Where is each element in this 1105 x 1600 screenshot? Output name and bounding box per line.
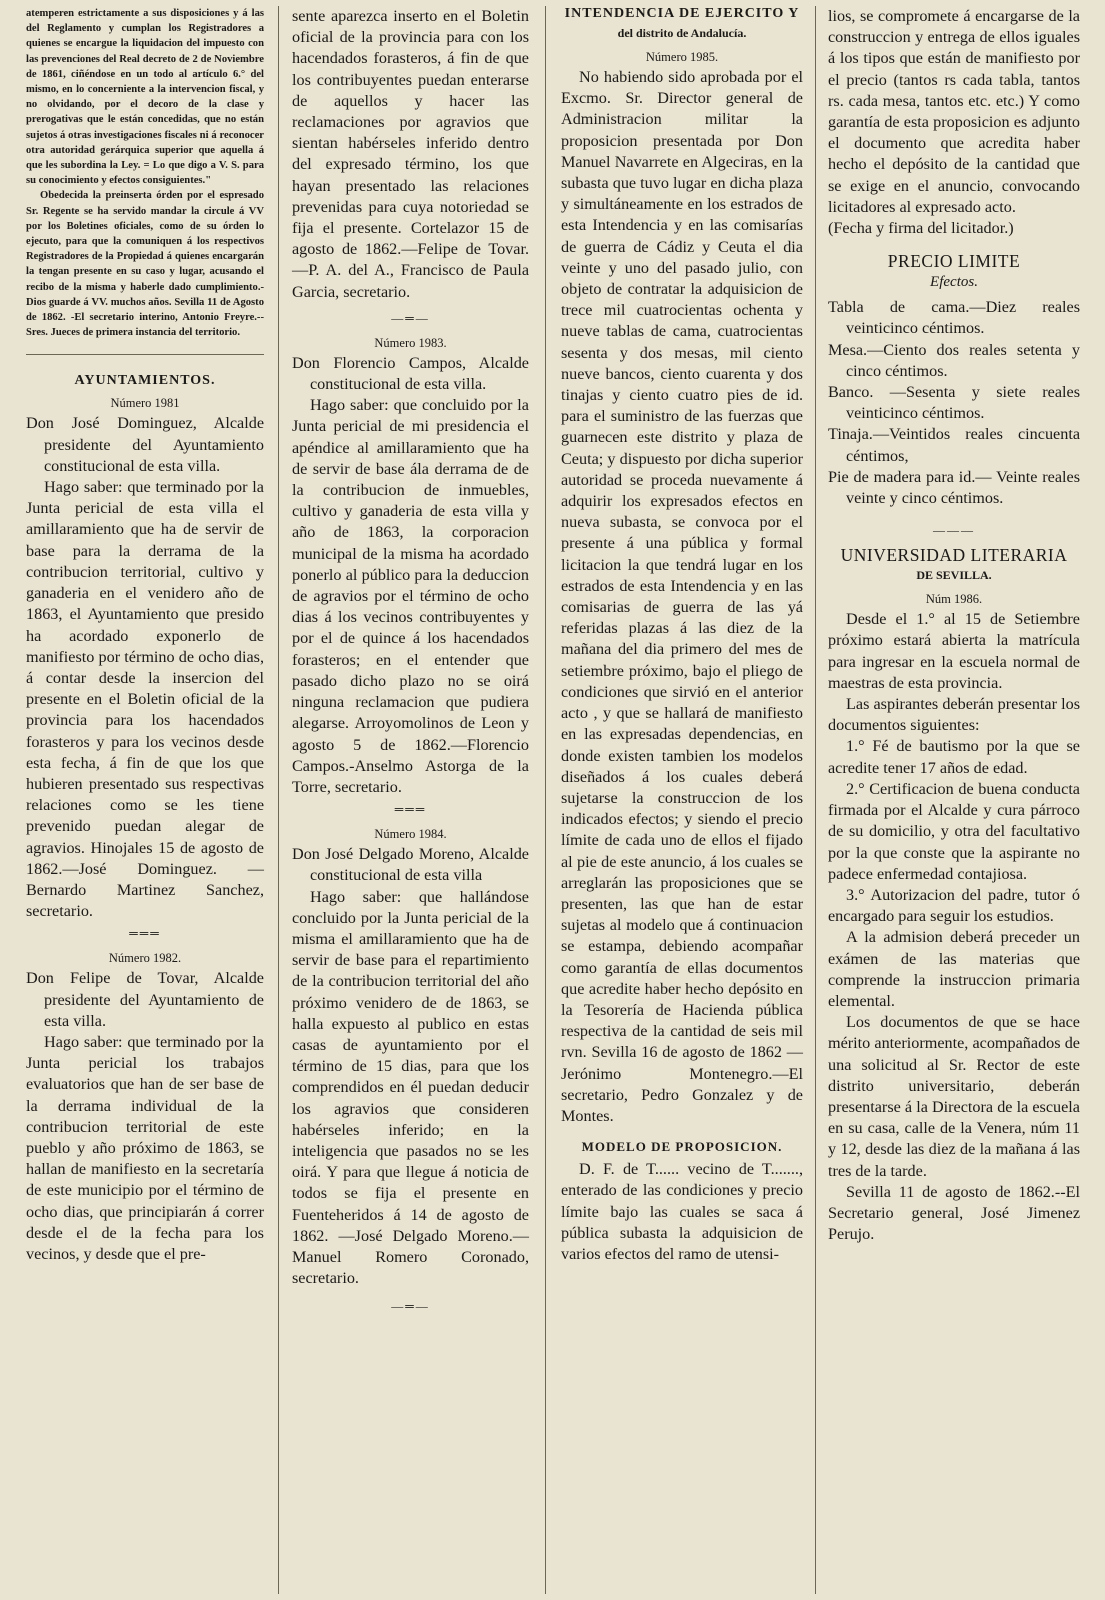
notice-body: Los documentos de que se hace mérito anteriormente, acompañados de una solicitud al Sr. Rector de este distrito universitario, deberán presentarse á la Directora de la escuela en su casa, calle de la Venera, núm 11 y 12, desde las diez de la mañana á las tres de la tarde. bbox=[828, 1013, 1080, 1180]
notice-number: Núm 1986. bbox=[925, 592, 983, 607]
notice-number: Número 1983. bbox=[374, 335, 447, 350]
notice-body: Desde el 1.° al 15 de Setiembre próximo estará abierta la matrícula para ingresar en la escuela normal de maestras de esta provincia. bbox=[828, 610, 1080, 692]
circular-text-2: Obedecida la preinserta órden por el espresado Sr. Regente se ha servido mandar la circule á VV por los Boletines oficiales, como de su órden lo ejecuto, para que la comuniquen á los respectivos Registradores de la Propiedad á quienes encargarán la tengan presente en su caso y lugar, acusando el recibo de la misma y haberle dado cumplimiento.-Dios guarde á VV. muchos años. Sevilla 11 de Agosto de 1862. -El secretario interino, Antonio Freyre.--Sres. Jueces de primera instancia del territorio. bbox=[26, 190, 264, 339]
effects-subheading: Efectos. bbox=[930, 274, 978, 291]
model-body: D. F. de T...... vecino de T......., enterado de las condiciones y precio límite bajo las cuales se saca á pública subasta la adquisicion de varios efectos del ramo de utensi- bbox=[561, 1160, 803, 1263]
model-continuation: lios, se compromete á encargarse de la construccion y entrega de ellos iguales á los tipos que están de manifiesto por el precio (tantos rs cada tabla, tantos rs. cada mesa, tantos etc. etc.) Y como garantía de esta proposicion es adjunto el documento que acredita haber hecho el depósito de la cantidad que se exige en el anuncio, convocando licitadores al expresado acto. bbox=[828, 7, 1080, 216]
section-heading-intendencia: INTENDENCIA DE EJERCITO Y bbox=[564, 6, 800, 21]
notice-body: sente aparezca inserto en el Boletin oficial de la provincia para con los hacendados forasteros, á fin de que los contribuyentes puedan enterarse de aquellos y hacer las reclamaciones por agravios que sientan habérseles inferido dentro del expresado término, los que hayan presentado las relaciones prevenidas para cuya notoriedad se fija el presente. Cortelazor 15 de agosto de 1862.—Felipe de Tovar.—P. A. del A., Francisco de Paula Garcia, secretario. bbox=[292, 7, 529, 301]
column-rule bbox=[815, 6, 816, 1594]
notice-heading: Don Florencio Campos, Alcalde constitucional de esta villa. bbox=[292, 353, 529, 394]
price-item: Banco. —Sesenta y siete reales veinticinco céntimos. bbox=[828, 383, 1080, 423]
circular-text: atemperen estrictamente a sus disposiciones y á las del Reglamento y cumplan los Registradores a quienes se encargue la liquidacion del impuesto con las prevenciones del Real decreto de 2 de Noviembre de 1861, ciñéndose en un todo al artículo 6.° del mismo, en lo concerniente a la intervencion fiscal, y no olvidando, por el decoro de la clase y prerogativas que le están concedidas, que no están sujetos á otras investigaciones fiscales ni á reconocer otra autoridad gerárquica superior que aquella á que les subordina la Ley. = Lo que digo a V. S. para su conocimiento y efectos consiguientes." bbox=[26, 8, 264, 187]
notice-number: Número 1981 bbox=[110, 396, 180, 411]
requirement-item: 3.° Autorizacion del padre, tutor ó encargado para seguir los estudios. bbox=[828, 885, 1080, 926]
notice-number: Número 1985. bbox=[645, 50, 719, 64]
notice-heading: Don Felipe de Tovar, Alcalde presidente del Ayuntamiento de esta villa. bbox=[26, 969, 264, 1030]
notice-separator: —═— bbox=[391, 310, 430, 325]
notice-signature: Sevilla 11 de agosto de 1862.--El Secretario general, José Jimenez Perujo. bbox=[828, 1182, 1080, 1244]
notice-separator: ——— bbox=[933, 523, 975, 538]
price-item: Tabla de cama.—Diez reales veinticinco céntimos. bbox=[828, 298, 1080, 338]
university-heading: UNIVERSIDAD LITERARIA bbox=[840, 545, 1068, 566]
notice-body: Hago saber: que hallándose concluido por la Junta pericial de la misma el amillaramiento que ha de servir de base para el repartimiento de la contribucion territorial del año próximo venidero de de 1863, se halla expuesto al publico en estas casas de ayuntamiento por el término de 15 dias, para que los comprendidos en él puedan deducir los agravios que consideren habérseles inferido; en la inteligencia que pasados no se les oirá. Y para que llegue á noticia de todos se fija el presente en Fuenteheridos á 14 de agosto de 1862. —José Delgado Moreno.— Manuel Romero Coronado, secretario. bbox=[292, 887, 529, 1288]
section-subheading: del distrito de Andalucía. bbox=[617, 26, 747, 40]
model-heading: MODELO DE PROPOSICION. bbox=[581, 1139, 783, 1155]
notice-heading: Don José Delgado Moreno, Alcalde constitucional de esta villa bbox=[292, 845, 529, 885]
notice-heading: Don José Dominguez, Alcalde presidente del Ayuntamiento constitucional de esta villa. bbox=[26, 414, 264, 475]
section-heading-ayuntamientos: AYUNTAMIENTOS. bbox=[74, 373, 216, 389]
column-3 bbox=[557, 6, 807, 1596]
notice-body: Hago saber: que terminado por la Junta pericial los trabajos evaluatorios que han de ser base de la derrama individual de la contribucion territorial de este pueblo y año próximo de 1863, se hallan de manifiesto en la secretaría de este municipio por el término de ocho dias, que principiarán á correr desde el de la fecha para los vecinos, y desde que el pre- bbox=[26, 1032, 264, 1263]
price-item: Pie de madera para id.— Veinte reales veinte y cinco céntimos. bbox=[828, 467, 1080, 508]
notice-body: Las aspirantes deberán presentar los documentos siguientes: bbox=[828, 695, 1080, 735]
price-item: Mesa.—Ciento dos reales setenta y cinco céntimos. bbox=[828, 340, 1080, 380]
notice-separator: —═— bbox=[391, 1299, 430, 1314]
column-4 bbox=[824, 6, 1084, 1596]
requirement-item: 1.° Fé de bautismo por la que se acredite tener 17 años de edad. bbox=[828, 737, 1080, 777]
column-rule bbox=[545, 6, 546, 1594]
notice-separator: ═══ bbox=[394, 802, 427, 817]
notice-body: Hago saber: que concluido por la Junta pericial de mi presidencia el apéndice al amillaramiento que ha de servir de base ála derrama de de la contribucion de inmuebles, cultivo y ganaderia de esta villa y año de 1863, la corporacion municipal de la misma ha acordado ponerlo al público para la deduccion de agravios por el término de ocho dias á los vecinos contribuyentes y por el de quince á los hacendados forasteros; en el entender que pasado dicho plazo no se oirá ninguna reclamacion que pudiera alegarse. Arroyomolinos de Leon y agosto 5 de 1862.—Florencio Campos.-Anselmo Astorga de la Torre, secretario. bbox=[292, 396, 529, 796]
notice-number: Número 1982. bbox=[108, 951, 182, 966]
university-subheading: DE SEVILLA. bbox=[916, 568, 992, 583]
section-divider bbox=[26, 354, 264, 355]
notice-body: No habiendo sido aprobada por el Excmo. Sr. Director general de Administracion militar la proposicion presentada por Don Manuel Navarrete en Algeciras, en la subasta que tuvo lugar en dicha plaza y simultáneamente en los estrados de esta Intendencia y en las comisarías de guerra de Cádiz y Ceuta el dia veinte y uno del pasado julio, con objeto de contratar la adquisicion de trece mil cuatrocientas ochenta y nueve tablas de cama, cuatrocientas sesenta y dos mesas, mil ciento nueve bancos, ciento cuarenta y dos tinajas y ciento cuatro pies de id. para el suministro de las fuerzas que guarnecen este distrito y plaza de Ceuta; y dispuesto por dicha superior autoridad se proceda nuevamente á adquirir los expresados efectos en nueva subasta, se convoca por el presente á una pública y formal licitacion la que tendrá lugar en los estrados de esta Intendencia y en las comisarias de guerra de las yá referidas plazas á las diez de la mañana del dia primero del mes de setiembre próximo, bajo el pliego de condiciones que sirvió en el anterior acto , y que se hallará de manifiesto en las expresadas dependencias, en donde existen tambien los modelos diseñados á los cuales deberá sujetarse la construccion de los indicados efectos; y siendo el precio límite de cada uno de ellos el fijado al pie de este anuncio, á los cuales se arreglarán las proposiciones que se presenten, las que han de estar sujetas al modelo que á continuacion se estampa, debiendo acompañar como garantía de ellas documentos que acredite haber hecho depósito en la Tesorería de Hacienda pública respectiva de la cantidad de seis mil rvn. Sevilla 16 de agosto de 1862 —Jerónimo Montenegro.—El secretario, Pedro Gonzalez y de Montes. bbox=[561, 68, 803, 1125]
price-limit-heading: PRECIO LIMITE bbox=[887, 251, 1021, 272]
column-1 bbox=[22, 6, 268, 1596]
price-item: Tinaja.—Veintidos reales cincuenta céntimos, bbox=[828, 425, 1080, 465]
model-signature: (Fecha y firma del licitador.) bbox=[828, 219, 1014, 238]
notice-number: Número 1984. bbox=[374, 827, 447, 842]
column-2 bbox=[288, 6, 533, 1596]
notice-body: A la admision deberá preceder un exámen de las materias que comprende la instruccion primaria elemental. bbox=[828, 928, 1080, 1010]
column-rule bbox=[278, 6, 279, 1594]
notice-body: Hago saber: que terminado por la Junta pericial de esta villa el amillaramiento que ha de servir de base para la derrama de la contribucion territorial, cultivo y ganaderia en el venidero año de 1863, el Ayuntamiento que presido ha acordado exponerlo de manifiesto por término de ocho dias, á contar desde la insercion del presente en el Boletin oficial de la provincia para los hacendados forasteros y para los vecinos desde esta fecha, á fin de que los que hubieren presentado sus respectivas relaciones como se les tiene prevenido puedan alegar de agravios. Hinojales 15 de agosto de 1862.—José Dominguez. —Bernardo Martinez Sanchez, secretario. bbox=[26, 478, 264, 921]
notice-separator: ═══ bbox=[129, 926, 161, 941]
requirement-item: 2.° Certificacion de buena conducta firmada por el Alcalde y cura párroco de su domicilio, y otra del facultativo por la que conste que la aspirante no padece enfermedad contajiosa. bbox=[828, 779, 1080, 883]
